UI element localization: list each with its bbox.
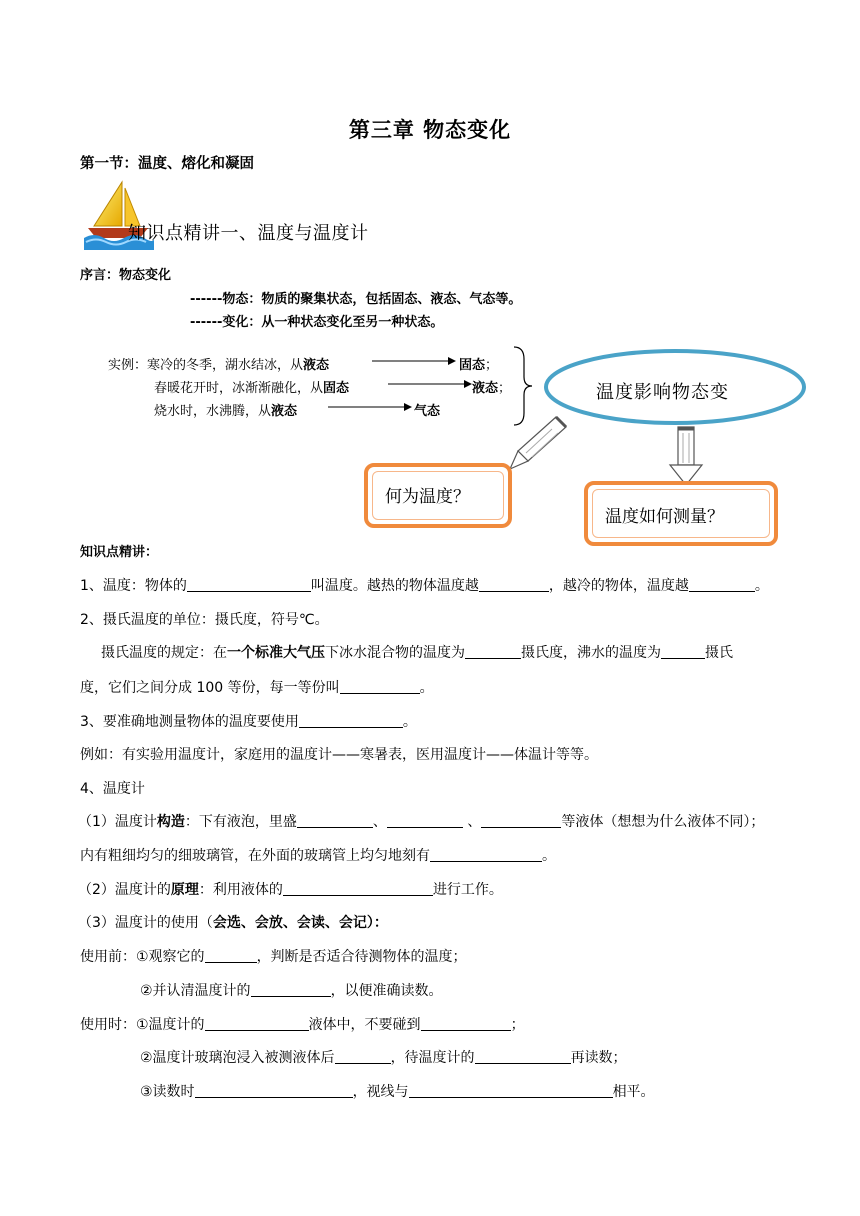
section-title: 第一节：温度、熔化和凝固	[80, 156, 254, 172]
pencil-arrow-icon	[506, 413, 570, 475]
example-line: 例如：有实验用温度计，家庭用的温度计——寒暑表，医用温度计——体温计等等。	[80, 747, 598, 763]
ellipse-text: 温度影响物态变	[596, 382, 729, 403]
example-3-end: 气态	[414, 404, 441, 419]
knowledge-heading: 知识点精讲一、温度与温度计	[128, 223, 369, 244]
use-before-1: 使用前：①观察它的 ，判断是否适合待测物体的温度；	[80, 949, 467, 965]
item-1: 1、温度：物体的 叫温度。越热的物体温度越 ，越冷的物体，温度越 。	[80, 578, 769, 594]
item-4-1b: 内有粗细均匀的细玻璃管，在外面的玻璃管上均匀地刻有 。	[80, 848, 556, 864]
example-2: 春暖花开时，冰渐渐融化，从固态	[154, 381, 350, 396]
preface-line-2: ------变化：从一种状态变化至另一种状态。	[190, 315, 444, 330]
example-1-end: 固态；	[459, 358, 499, 373]
item-2b: 摄氏温度的规定：在一个标准大气压下冰水混合物的温度为 摄氏度，沸水的温度为 摄氏	[101, 645, 733, 661]
example-2-end: 液态；	[472, 381, 512, 396]
use-during-3: ③读数时 ，视线与 相平。	[140, 1084, 655, 1100]
item-2c: 度，它们之间分成 100 等份，每一等份叫 。	[80, 680, 434, 696]
arrow-icon	[372, 356, 456, 366]
item-4-3: （3）温度计的使用（会选、会放、会读、会记）：	[78, 915, 388, 931]
item-4-2: （2）温度计的原理：利用液体的 进行工作。	[78, 882, 503, 898]
use-during-1: 使用时：①温度计的 液体中，不要碰到 ；	[80, 1017, 525, 1033]
use-before-2: ②并认清温度计的 ，以便准确读数。	[140, 983, 443, 999]
arrow-icon	[328, 402, 412, 412]
use-during-2: ②温度计玻璃泡浸入被测液体后 ，待温度计的 再读数；	[140, 1050, 627, 1066]
example-3: 烧水时，水沸腾，从液态	[154, 404, 298, 419]
preface-label: 序言：物态变化	[80, 268, 172, 283]
preface-line-1: ------物态：物质的聚集状态，包括固态、液态、气态等。	[190, 292, 522, 307]
pencil-arrow-icon	[668, 425, 704, 487]
question-box-1	[364, 463, 512, 528]
example-1: 实例：寒冷的冬季，湖水结冰，从液态	[108, 358, 330, 373]
item-4: 4、温度计	[80, 781, 145, 797]
question-box-2-text: 温度如何测量？	[605, 507, 724, 527]
kp-label: 知识点精讲：	[80, 545, 159, 560]
item-2: 2、摄氏温度的单位：摄氏度，符号℃。	[80, 612, 329, 628]
question-box-1-text: 何为温度？	[385, 487, 470, 507]
item-3: 3、要准确地测量物体的温度要使用 。	[80, 714, 417, 730]
item-4-1: （1）温度计构造：下有液泡，里盛 、 、 等液体（想想为什么液体不同）；	[78, 814, 765, 830]
arrow-icon	[388, 379, 472, 389]
question-box-2	[584, 481, 778, 546]
chapter-title: 第三章 物态变化	[348, 118, 512, 142]
